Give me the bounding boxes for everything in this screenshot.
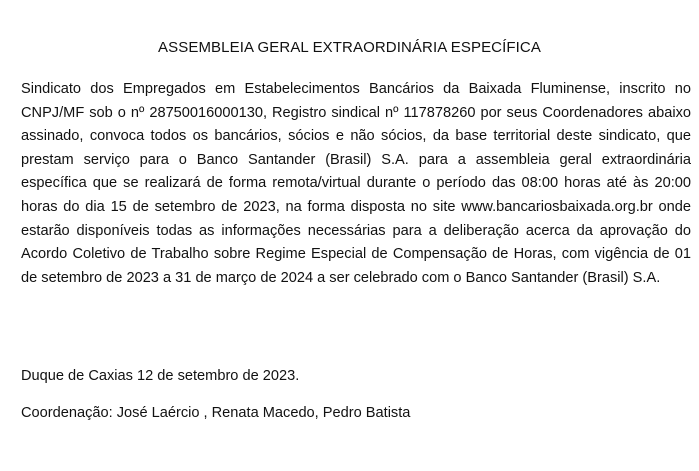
coordination-line: Coordenação: José Laércio , Renata Macedo, Pedro Batista	[21, 405, 411, 421]
document-title: ASSEMBLEIA GERAL EXTRAORDINÁRIA ESPECÍFICA	[158, 39, 541, 56]
place-date-line: Duque de Caxias 12 de setembro de 2023.	[21, 368, 300, 384]
document-body: Sindicato dos Empregados em Estabelecimentos Bancários da Baixada Fluminense, inscrito no CNPJ/MF sob o nº 28750016000130, Registro sindical nº 117878260 por seus Coordenadores abaixo assinado, convoca todos os bancários, sócios e não sócios, da base territorial deste sindicato, que prestam serviço para o Banco Santander (Brasil) S.A. para a assembleia geral extraordinária específica que se realizará de forma remota/virtual durante o período das 08:00 horas até às 20:00 horas do dia 15 de setembro de 2023, na forma disposta no site www.bancariosbaixada.org.br onde estarão disponíveis todas as informações necessárias para a deliberação acerca da aprovação do Acordo Coletivo de Trabalho sobre Regime Especial de Compensação de Horas, com vigência de 01 de setembro de 2023 a 31 de março de 2024 a ser celebrado com o Banco Santander (Brasil) S.A.	[21, 81, 691, 286]
